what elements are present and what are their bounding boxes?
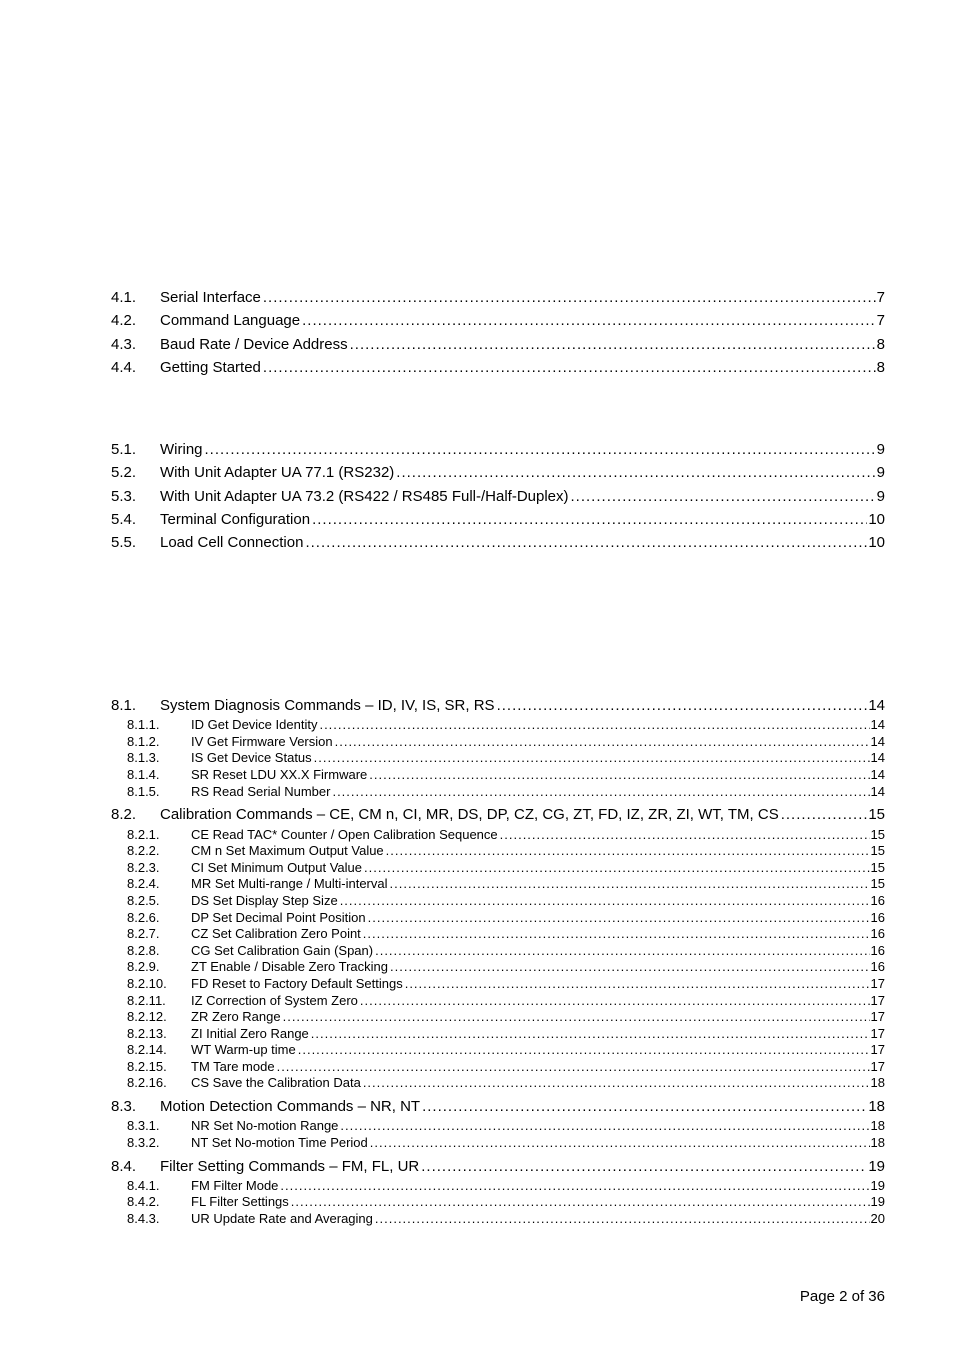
toc-entry-number: 8.2.15. [127, 1058, 167, 1074]
toc-entry-number: 8.4.2. [127, 1194, 160, 1210]
toc-entry-title: ZI Initial Zero Range [191, 1025, 309, 1041]
dot-leader [375, 943, 869, 960]
toc-entry-page: 10 [868, 510, 885, 528]
toc-entry-title: Serial Interface [160, 289, 261, 306]
toc-entry-title: ZT Enable / Disable Zero Tracking [191, 959, 389, 975]
toc-entry-number: 8.2.12. [127, 1009, 167, 1025]
toc-entry-page: 7 [876, 289, 885, 306]
toc-entry[interactable] [111, 803, 885, 826]
toc-entry-number: 5.5. [111, 534, 137, 552]
dot-leader [205, 438, 876, 461]
dot-leader [390, 876, 870, 893]
toc-entry-title: UR Update Rate and Averaging [191, 1211, 373, 1227]
toc-entry[interactable] [111, 309, 885, 332]
toc-entry[interactable] [111, 717, 885, 734]
toc-entry-title: FL Filter Settings [191, 1194, 289, 1210]
toc-entry-page: 16 [870, 959, 885, 975]
toc-entry-title: CM n Set Maximum Output Value [191, 843, 384, 859]
toc-entry-number: 8.3.2. [127, 1134, 160, 1150]
toc-entry[interactable] [111, 993, 885, 1010]
toc-section-8 [111, 694, 885, 1228]
toc-entry[interactable] [111, 1118, 885, 1135]
toc-entry-number: 8.3.1. [127, 1118, 160, 1134]
dot-leader [277, 1059, 870, 1076]
toc-entry-page: 18 [868, 1098, 885, 1116]
toc-section-4 [111, 286, 885, 379]
toc-entry-title: MR Set Multi-range / Multi-interval [191, 876, 388, 892]
toc-entry-title: With Unit Adapter UA 77.1 (RS232) [160, 464, 395, 482]
dot-leader [335, 734, 870, 751]
toc-entry-page: 9 [876, 441, 885, 458]
dot-leader [291, 1194, 870, 1211]
toc-entry-page: 15 [870, 843, 885, 859]
toc-entry[interactable] [111, 1178, 885, 1195]
toc-entry[interactable] [111, 1194, 885, 1211]
dot-leader [396, 461, 875, 484]
toc-entry[interactable] [111, 876, 885, 893]
toc-entry[interactable] [111, 461, 885, 484]
dot-leader [283, 1009, 870, 1026]
toc-entry[interactable] [111, 1026, 885, 1043]
toc-entry-page: 19 [868, 1157, 885, 1175]
toc-entry-number: 8.1.1. [127, 717, 160, 733]
toc-entry-number: 8.2.1. [127, 826, 160, 842]
toc-entry-number: 8.1. [111, 697, 137, 714]
dot-leader [360, 993, 870, 1010]
toc-entry-page: 9 [876, 464, 885, 482]
dot-leader [340, 893, 870, 910]
toc-entry[interactable] [111, 976, 885, 993]
toc-entry[interactable] [111, 485, 885, 508]
toc-entry-number: 4.1. [111, 289, 137, 306]
dot-leader [363, 926, 870, 943]
dot-leader [370, 1135, 870, 1152]
toc-entry-title: TM Tare mode [191, 1058, 275, 1074]
toc-entry-page: 15 [870, 826, 885, 842]
dot-leader [368, 910, 870, 927]
toc-entry-number: 8.1.5. [127, 783, 160, 799]
dot-leader [421, 1155, 867, 1178]
toc-entry-title: Terminal Configuration [160, 510, 311, 528]
toc-entry-page: 19 [870, 1177, 885, 1193]
toc-entry-title: Load Cell Connection [160, 534, 304, 552]
toc-entry[interactable] [111, 1095, 885, 1118]
toc-entry-title: SR Reset LDU XX.X Firmware [191, 767, 368, 783]
toc-entry-title: Motion Detection Commands – NR, NT [160, 1098, 421, 1116]
toc-entry[interactable] [111, 333, 885, 356]
toc-entry-page: 18 [870, 1118, 885, 1134]
toc-entry-number: 8.2.2. [127, 843, 160, 859]
toc-entry-page: 17 [870, 1042, 885, 1058]
toc-entry-number: 4.4. [111, 358, 137, 376]
dot-leader [319, 717, 869, 734]
toc-entry-page: 18 [870, 1075, 885, 1091]
toc-entry-number: 8.1.3. [127, 750, 160, 766]
toc-entry-title: IS Get Device Status [191, 750, 312, 766]
toc-section-5 [111, 438, 885, 554]
toc-entry[interactable] [111, 767, 885, 784]
toc-entry[interactable] [111, 1155, 885, 1178]
toc-entry-title: DP Set Decimal Point Position [191, 909, 366, 925]
toc-entry-title: CZ Set Calibration Zero Point [191, 926, 361, 942]
toc-entry[interactable] [111, 843, 885, 860]
toc-entry-page: 14 [868, 697, 885, 714]
dot-leader [364, 860, 870, 877]
dot-leader [781, 803, 868, 826]
toc-entry-title: Calibration Commands – CE, CM n, CI, MR, DS, DP, CZ, CG, ZT, FD, IZ, ZR, ZI, WT, TM, CS [160, 806, 779, 824]
toc-entry[interactable] [111, 508, 885, 531]
dot-leader [571, 485, 876, 508]
toc-entry-page: 17 [870, 975, 885, 991]
toc-entry-title: CI Set Minimum Output Value [191, 859, 362, 875]
toc-entry-number: 4.2. [111, 312, 137, 330]
toc-entry-title: IZ Correction of System Zero [191, 992, 358, 1008]
toc-entry-number: 5.1. [111, 441, 137, 458]
toc-entry[interactable] [111, 286, 885, 309]
toc-entry[interactable] [111, 959, 885, 976]
toc-entry-page: 15 [868, 806, 885, 824]
toc-entry-number: 8.2.4. [127, 876, 160, 892]
toc-entry[interactable] [111, 860, 885, 877]
dot-leader [305, 531, 867, 554]
toc-entry-number: 8.2. [111, 806, 137, 824]
toc-entry-page: 8 [876, 335, 885, 353]
toc-entry-title: IV Get Firmware Version [191, 733, 333, 749]
toc-entry-number: 8.2.6. [127, 909, 160, 925]
toc-entry[interactable] [111, 1075, 885, 1092]
dot-leader [390, 959, 870, 976]
toc-entry-number: 8.2.11. [127, 992, 166, 1008]
toc-entry-page: 20 [870, 1211, 885, 1227]
dot-leader [312, 508, 867, 531]
toc-entry[interactable] [111, 1042, 885, 1059]
toc-entry-title: NR Set No-motion Range [191, 1118, 339, 1134]
toc-entry-number: 8.4.3. [127, 1211, 160, 1227]
toc-entry-title: ID Get Device Identity [191, 717, 318, 733]
toc-entry-page: 7 [876, 312, 885, 330]
toc-entry-title: CS Save the Calibration Data [191, 1075, 361, 1091]
toc-entry-page: 17 [870, 992, 885, 1008]
toc-entry-page: 15 [870, 876, 885, 892]
toc-entry[interactable] [111, 910, 885, 927]
toc-entry[interactable] [111, 356, 885, 379]
toc-entry-page: 14 [870, 767, 885, 783]
toc-entry[interactable] [111, 926, 885, 943]
toc-entry-number: 8.2.9. [127, 959, 160, 975]
toc-entry[interactable] [111, 827, 885, 844]
dot-leader [340, 1118, 869, 1135]
dot-leader [314, 750, 870, 767]
toc-entry-number: 8.4. [111, 1157, 137, 1175]
toc-entry-number: 8.2.8. [127, 942, 160, 958]
toc-entry-page: 9 [876, 487, 885, 505]
toc-entry-page: 16 [870, 909, 885, 925]
toc-entry-title: System Diagnosis Commands – ID, IV, IS, SR, RS [160, 697, 495, 714]
dot-leader [263, 356, 876, 379]
toc-entry[interactable] [111, 438, 885, 461]
toc-entry-number: 8.1.4. [127, 767, 160, 783]
dot-leader [280, 1178, 869, 1195]
toc-entry-title: Baud Rate / Device Address [160, 335, 348, 353]
toc-entry-page: 8 [876, 358, 885, 376]
toc-entry[interactable] [111, 694, 885, 717]
toc-entry-number: 8.2.13. [127, 1025, 167, 1041]
toc-entry[interactable] [111, 734, 885, 751]
toc-entry-page: 16 [870, 892, 885, 908]
toc-entry-page: 15 [870, 859, 885, 875]
toc-entry-number: 8.2.3. [127, 859, 160, 875]
toc-entry-number: 8.3. [111, 1098, 137, 1116]
toc-entry-page: 14 [870, 717, 885, 733]
toc-entry-page: 14 [870, 750, 885, 766]
dot-leader [386, 843, 870, 860]
dot-leader [302, 309, 876, 332]
toc-entry-title: NT Set No-motion Time Period [191, 1134, 368, 1150]
toc-entry-page: 19 [870, 1194, 885, 1210]
toc-entry-number: 8.2.16. [127, 1075, 167, 1091]
toc-entry-title: With Unit Adapter UA 73.2 (RS422 / RS485 Full-/Half-Duplex) [160, 487, 569, 505]
toc-entry[interactable] [111, 750, 885, 767]
dot-leader [375, 1211, 870, 1228]
toc-entry-number: 8.2.5. [127, 892, 160, 908]
page-number: Page 2 of 36 [799, 1288, 885, 1305]
toc-entry-number: 8.2.7. [127, 926, 160, 942]
dot-leader [332, 784, 869, 801]
toc-entry-number: 8.2.14. [127, 1042, 167, 1058]
toc-entry-title: CE Read TAC* Counter / Open Calibration Sequence [191, 826, 498, 842]
dot-leader [405, 976, 870, 993]
toc-entry-page: 14 [870, 783, 885, 799]
toc-entry-title: FM Filter Mode [191, 1177, 279, 1193]
dot-leader [311, 1026, 870, 1043]
dot-leader [422, 1095, 867, 1118]
toc-entry-title: WT Warm-up time [191, 1042, 296, 1058]
toc-entry-number: 8.1.2. [127, 733, 160, 749]
toc-entry-page: 17 [870, 1058, 885, 1074]
toc-entry-page: 17 [870, 1009, 885, 1025]
toc-entry-title: ZR Zero Range [191, 1009, 281, 1025]
toc-entry-title: RS Read Serial Number [191, 783, 331, 799]
toc-entry[interactable] [111, 1059, 885, 1076]
toc-entry-number: 5.4. [111, 510, 137, 528]
dot-leader [363, 1075, 870, 1092]
dot-leader [369, 767, 869, 784]
toc-entry-page: 18 [870, 1134, 885, 1150]
toc-entry-number: 8.4.1. [127, 1177, 160, 1193]
toc-entry-page: 16 [870, 942, 885, 958]
dot-leader [350, 333, 876, 356]
toc-entry-page: 10 [868, 534, 885, 552]
dot-leader [263, 286, 876, 309]
toc-entry-page: 14 [870, 733, 885, 749]
toc-entry-title: Wiring [160, 441, 203, 458]
toc-entry-number: 4.3. [111, 335, 137, 353]
toc-entry[interactable] [111, 1135, 885, 1152]
toc-entry-title: Getting Started [160, 358, 261, 376]
dot-leader [500, 827, 870, 844]
toc-entry[interactable] [111, 1009, 885, 1026]
toc-entry[interactable] [111, 943, 885, 960]
toc-entry[interactable] [111, 531, 885, 554]
toc-entry[interactable] [111, 893, 885, 910]
toc-entry-number: 5.2. [111, 464, 137, 482]
toc-entry-number: 8.2.10. [127, 975, 167, 991]
toc-entry-title: CG Set Calibration Gain (Span) [191, 942, 374, 958]
toc-entry-number: 5.3. [111, 487, 137, 505]
toc-entry-title: Filter Setting Commands – FM, FL, UR [160, 1157, 420, 1175]
toc-entry[interactable] [111, 784, 885, 801]
toc-entry-title: Command Language [160, 312, 301, 330]
toc-entry-page: 16 [870, 926, 885, 942]
dot-leader [497, 694, 868, 717]
toc-entry-title: FD Reset to Factory Default Settings [191, 975, 403, 991]
toc-entry-page: 17 [870, 1025, 885, 1041]
dot-leader [298, 1042, 870, 1059]
toc-entry-title: DS Set Display Step Size [191, 892, 338, 908]
toc-entry[interactable] [111, 1211, 885, 1228]
